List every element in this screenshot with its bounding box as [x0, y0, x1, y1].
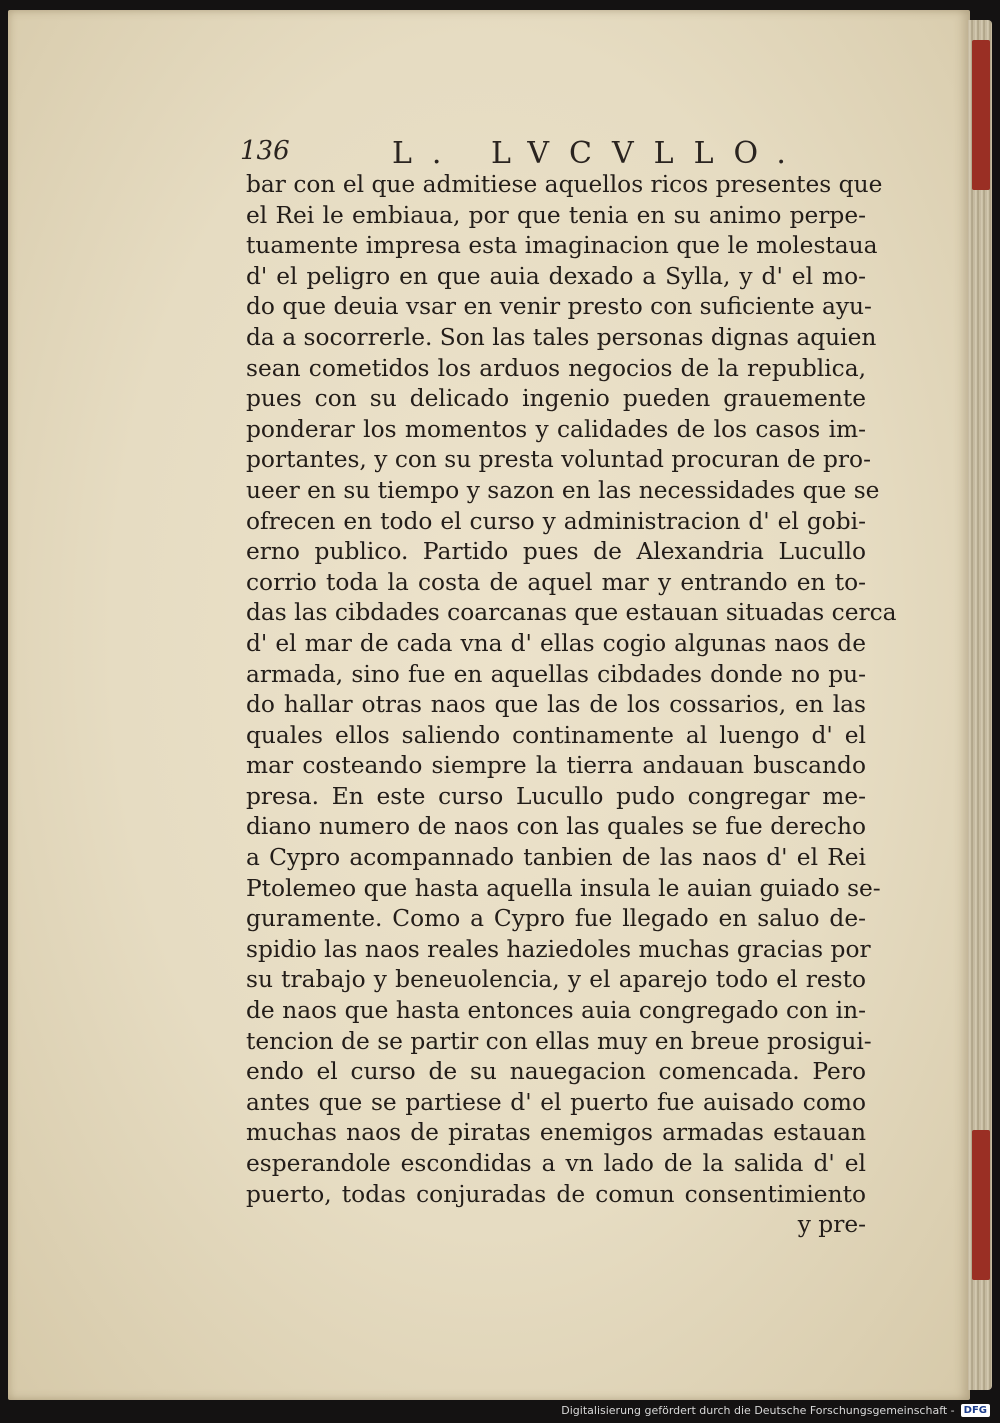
text-line: de naos que hasta entonces auia congregado con in-: [246, 997, 866, 1025]
text-line: puerto, todas conjuradas de comun consentimiento: [246, 1180, 866, 1208]
text-line: da a socorrerle. Son las tales personas dignas aquien: [246, 323, 877, 351]
text-line: bar con el que admitiese aquellos ricos presentes que: [246, 171, 883, 198]
running-title: L. LVCVLLO.: [392, 136, 806, 171]
text-line: quales ellos saliendo continamente al luengo d' el: [246, 721, 866, 749]
text-line: erno publico. Partido pues de Alexandria Lucullo: [246, 538, 866, 566]
text-line: Ptolemeo que hasta aquella insula le auian guiado se-: [246, 874, 881, 902]
body-text: [246, 170, 897, 1241]
fore-edge-red-mark: [972, 1130, 990, 1280]
text-line: sean cometidos los arduos negocios de la republica,: [246, 354, 866, 382]
text-line: diano numero de naos con las quales se fue derecho: [246, 813, 866, 841]
text-line: tuamente impresa esta imaginacion que le molestaua: [246, 232, 878, 260]
text-line: presa. En este curso Lucullo pudo congregar me-: [246, 782, 866, 810]
text-line: do hallar otras naos que las de los cossarios, en las: [246, 691, 866, 719]
text-line: endo el curso de su nauegacion comencada. Pero: [246, 1058, 866, 1086]
catchword: y pre-: [797, 1211, 866, 1239]
text-line: antes que se partiese d' el puerto fue auisado como: [246, 1088, 866, 1116]
text-line: a Cypro acompannado tanbien de las naos d' el Rei: [246, 844, 866, 872]
text-line: d' el mar de cada vna d' ellas cogio algunas naos de: [246, 629, 866, 657]
text-line: spidio las naos reales haziedoles muchas gracias por: [246, 935, 871, 963]
text-line: das las cibdades coarcanas que estauan situadas cerca: [246, 599, 897, 627]
text-line: tencion de se partir con ellas muy en breue prosigui-: [246, 1027, 872, 1055]
text-line: ponderar los momentos y calidades de los casos im-: [246, 415, 866, 443]
digitization-credit: [561, 1401, 990, 1419]
text-line: mar costeando siempre la tierra andauan buscando: [246, 752, 866, 780]
dfg-logo: DFG: [961, 1404, 990, 1417]
text-line: ofrecen en todo el curso y administracion d' el gobi-: [246, 507, 866, 535]
text-line: su trabajo y beneuolencia, y el aparejo todo el resto: [246, 966, 866, 994]
text-line: esperandole escondidas a vn lado de la salida d' el: [246, 1150, 866, 1177]
text-line: pues con su delicado ingenio pueden grauemente: [246, 385, 866, 413]
text-line: muchas naos de piratas enemigos armadas estauan: [246, 1119, 866, 1147]
page-number: 136: [240, 136, 290, 166]
text-line: el Rei le embiaua, por que tenia en su animo perpe-: [246, 201, 866, 229]
text-line: guramente. Como a Cypro fue llegado en saluo de-: [246, 905, 866, 933]
text-line: do que deuia vsar en venir presto con suficiente ayu-: [246, 293, 872, 321]
text-line: d' el peligro en que auia dexado a Sylla, y d' el mo-: [246, 262, 866, 290]
credit-text: Digitalisierung gefördert durch die Deutsche Forschungsgemeinschaft -: [561, 1403, 955, 1417]
text-line: armada, sino fue en aquellas cibdades donde no pu-: [246, 660, 866, 688]
text-line: corrio toda la costa de aquel mar y entrando en to-: [246, 568, 866, 596]
text-line: ueer en su tiempo y sazon en las necessidades que se: [246, 476, 880, 504]
text-line: portantes, y con su presta voluntad procuran de pro-: [246, 446, 871, 474]
fore-edge-red-mark: [972, 40, 990, 190]
